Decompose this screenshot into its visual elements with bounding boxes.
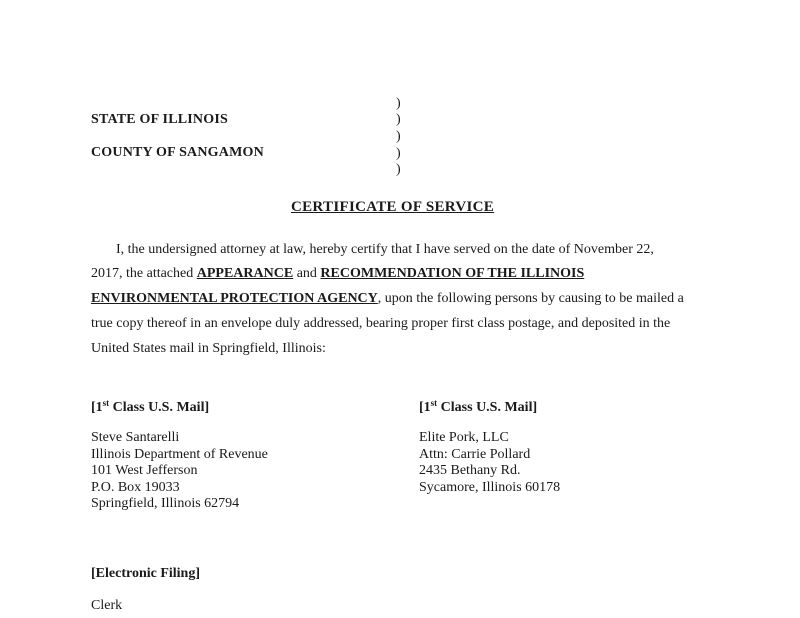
body-text: and (293, 266, 321, 281)
address-line: Illinois Department of Revenue (91, 446, 268, 462)
body-text: 2017, the attached (91, 266, 197, 281)
header-text: Class U.S. Mail] (109, 400, 210, 415)
header-text: Class U.S. Mail] (437, 400, 538, 415)
address-block-electronic (91, 598, 122, 615)
address-line: P.O. Box 19033 (91, 479, 180, 495)
body-line-3 (91, 291, 684, 307)
address-line: 2435 Bethany Rd. (419, 463, 521, 479)
caption-county: COUNTY OF SANGAMON (91, 145, 264, 160)
header-text: [1 (419, 400, 431, 415)
caption-paren: ) (396, 96, 401, 111)
address-line: Clerk (91, 598, 123, 613)
caption-paren: ) (396, 146, 401, 161)
caption-paren: ) (396, 129, 401, 144)
document-name-appearance: APPEARANCE (196, 266, 294, 281)
address-line: Steve Santarelli (91, 430, 180, 445)
document-name-recommendation-cont: ENVIRONMENTAL PROTECTION AGENCY (91, 291, 378, 306)
service-header-electronic: [Electronic Filing] (91, 566, 200, 581)
address-line: Springfield, Illinois 62794 (91, 496, 240, 512)
page-title: CERTIFICATE OF SERVICE (291, 199, 495, 215)
header-sup: st (430, 398, 438, 408)
header-sup: st (102, 398, 110, 408)
address-block-left (91, 430, 268, 513)
caption-state: STATE OF ILLINOIS (91, 112, 228, 127)
body-line-1: I, the undersigned attorney at law, hereby certify that I have served on the date of November 22, (116, 242, 654, 257)
body-text: , upon the following persons by causing to be mailed a (377, 291, 684, 306)
body-line-4: true copy thereof in an envelope duly addressed, bearing proper first class postage, and deposited in the (91, 316, 671, 331)
address-line: 101 West Jefferson (91, 463, 198, 479)
service-header-right (419, 398, 537, 416)
address-line: Elite Pork, LLC (419, 430, 509, 445)
body-line-5: United States mail in Springfield, Illinois: (91, 341, 326, 356)
address-block-right (419, 430, 560, 496)
document-name-recommendation: RECOMMENDATION OF THE ILLINOIS (320, 266, 585, 281)
service-header-left (91, 398, 209, 416)
address-line: Sycamore, Illinois 60178 (419, 479, 561, 495)
header-text: [1 (91, 400, 103, 415)
caption-paren: ) (396, 112, 401, 127)
address-line: Attn: Carrie Pollard (419, 446, 531, 462)
body-line-2 (91, 266, 584, 282)
caption-paren: ) (396, 162, 401, 177)
